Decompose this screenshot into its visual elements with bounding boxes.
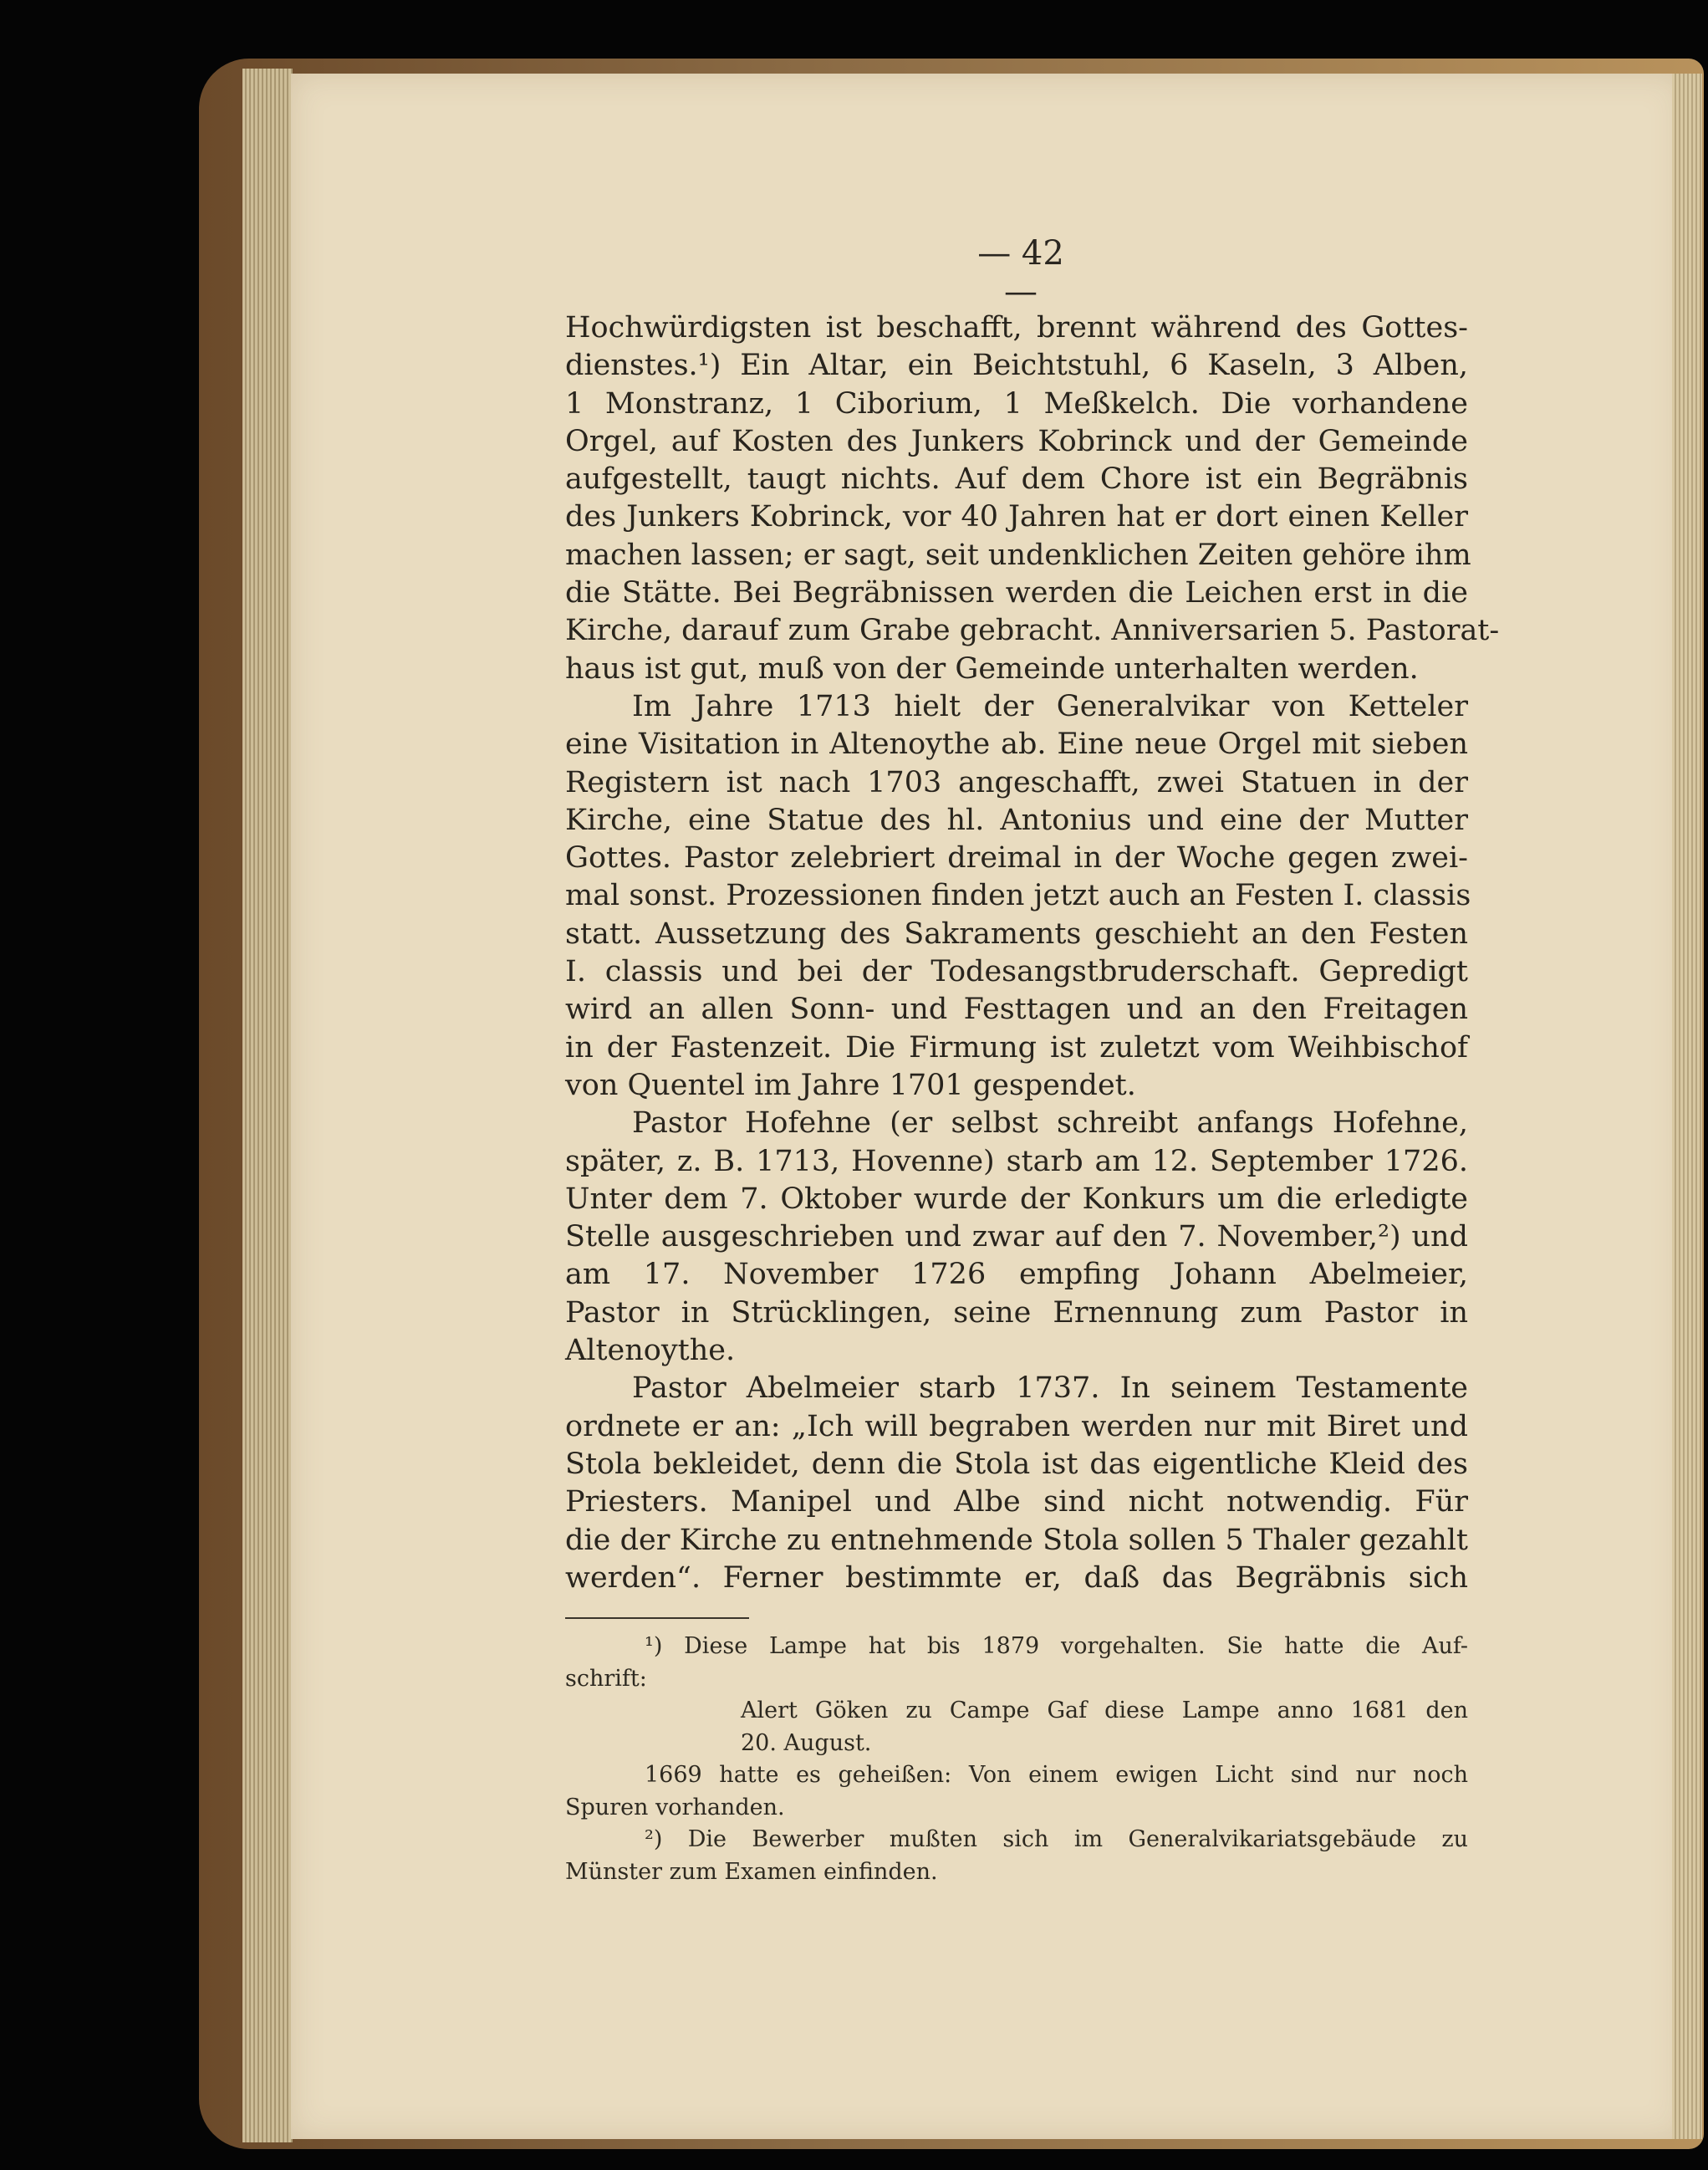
text-line: Registern ist nach 1703 angeschafft, zwei Statuen in der (565, 765, 1468, 799)
page-stack-left (242, 69, 293, 2142)
page-stack-right (1672, 74, 1702, 2139)
text-line: 1 Monstranz, 1 Ciborium, 1 Meßkelch. Die vorhandene (565, 386, 1468, 421)
footnote-line: Alert Göken zu Campe Gaf diese Lampe anno 1681 den (741, 1698, 1468, 1723)
text-line: statt. Aussetzung des Sakraments geschieht an den Festen (565, 917, 1468, 951)
text-line: Pastor Hofehne (er selbst schreibt anfangs Hofehne, (632, 1106, 1468, 1141)
footnote-line: schrift: (565, 1665, 647, 1692)
footnote-line: ²) Die Bewerber mußten sich im Generalvikariatsgebäude zu (645, 1826, 1468, 1852)
footnote-line: Münster zum Examen einfinden. (565, 1858, 938, 1885)
text-line: I. classis und bei der Todesangstbruderschaft. Gepredigt (565, 955, 1468, 989)
text-line: mal sonst. Prozessionen finden jetzt auch an Festen I. classis (565, 879, 1471, 913)
text-line: Unter dem 7. Oktober wurde der Konkurs um die erledigte (565, 1182, 1468, 1216)
text-line: Stelle ausgeschrieben und zwar auf den 7. November,²) und (565, 1220, 1468, 1254)
text-line: Kirche, eine Statue des hl. Antonius und eine der Mutter (565, 803, 1468, 837)
footnote-line: 1669 hatte es geheißen: Von einem ewigen Licht sind nur noch (645, 1762, 1468, 1788)
footnote-divider (565, 1617, 749, 1619)
footnotes (565, 1631, 1468, 1888)
text-line: in der Fastenzeit. Die Firmung ist zuletzt vom Weihbischof (565, 1030, 1468, 1065)
text-line: Stola bekleidet, denn die Stola ist das eigentliche Kleid des (565, 1447, 1468, 1481)
text-line: Hochwürdigsten ist beschafft, brennt während des Gottes- (565, 311, 1468, 345)
text-line: werden“. Ferner bestimmte er, daß das Begräbnis sich (565, 1560, 1468, 1595)
text-line: Pastor Abelmeier starb 1737. In seinem Testamente (632, 1371, 1468, 1406)
text-line: machen lassen; er sagt, seit undenklichen Zeiten gehöre ihm (565, 538, 1471, 572)
text-line: Im Jahre 1713 hielt der Generalvikar von Ketteler (632, 689, 1468, 723)
page-number: — 42 — (977, 234, 1064, 311)
footnote-line: Spuren vorhanden. (565, 1794, 785, 1820)
text-line: des Junkers Kobrinck, vor 40 Jahren hat er dort einen Keller (565, 500, 1468, 534)
text-line: später, z. B. 1713, Hovenne) starb am 12. September 1726. (565, 1144, 1468, 1178)
text-line: ordnete er an: „Ich will begraben werden nur mit Biret und (565, 1409, 1468, 1443)
text-line: aufgestellt, taugt nichts. Auf dem Chore ist ein Begräbnis (565, 462, 1468, 497)
text-line: die Stätte. Bei Begräbnissen werden die Leichen erst in die (565, 576, 1468, 610)
text-line: eine Visitation in Altenoythe ab. Eine neue Orgel mit sieben (565, 728, 1468, 762)
text-line: haus ist gut, muß von der Gemeinde unterhalten werden. (565, 651, 1419, 686)
text-line: Orgel, auf Kosten des Junkers Kobrinck und der Gemeinde (565, 424, 1468, 458)
text-line: die der Kirche zu entnehmende Stola sollen 5 Thaler gezahlt (565, 1523, 1468, 1557)
footnote-line: ¹) Diese Lampe hat bis 1879 vorgehalten. Sie hatte die Auf- (645, 1633, 1468, 1659)
text-line: Pastor in Strücklingen, seine Ernennung zum Pastor in (565, 1295, 1468, 1330)
footnote-line: 20. August. (741, 1729, 872, 1756)
text-line: von Quentel im Jahre 1701 gespendet. (565, 1068, 1136, 1102)
text-line: Altenoythe. (565, 1334, 736, 1368)
text-line: Priesters. Manipel und Albe sind nicht notwendig. Für (565, 1485, 1468, 1519)
text-line: wird an allen Sonn- und Festtagen und an den Freitagen (565, 993, 1468, 1027)
text-line: am 17. November 1726 empfing Johann Abelmeier, (565, 1258, 1468, 1292)
text-line: dienstes.¹) Ein Altar, ein Beichtstuhl, 6 Kaseln, 3 Alben, (565, 349, 1468, 383)
text-line: Gottes. Pastor zelebriert dreimal in der Woche gegen zwei- (565, 841, 1468, 876)
body-text (565, 309, 1500, 1597)
text-line: Kirche, darauf zum Grabe gebracht. Anniversarien 5. Pastorat- (565, 614, 1500, 648)
